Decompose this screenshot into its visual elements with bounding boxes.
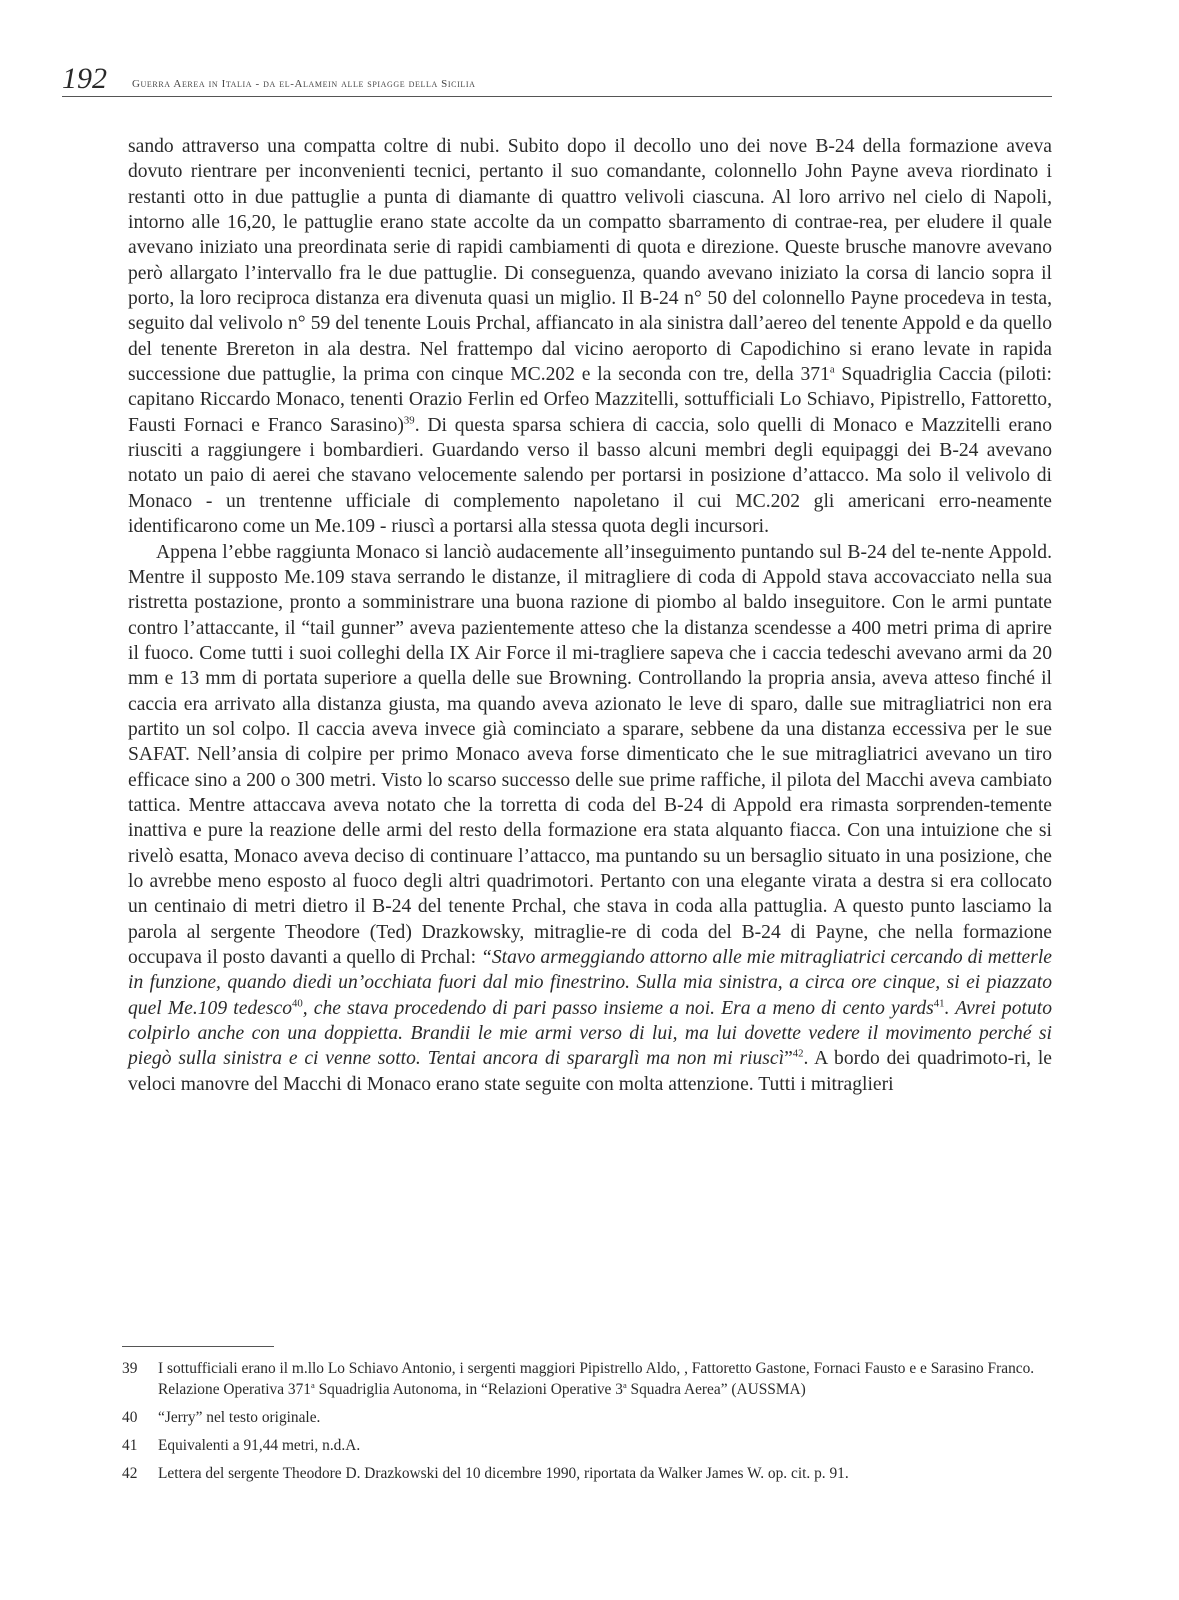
text-run: sando attraverso una compatta coltre di nubi. Subito dopo il decollo uno dei nove B-24 della formazione aveva dovuto rientrare per inconvenienti tecnici, pertanto il suo comandante, colonnello John Payne aveva riordinato i restanti otto in due pattuglie a punta di diamante di quattro velivoli ciascuna. Al loro arrivo nel cielo di Napoli, intorno alle 16,20, le pattuglie erano state accolte da un compatto sbarramento di contrae-rea, per eludere il quale avevano iniziato una preordinata serie di rapidi cambiamenti di quota e direzione. Queste brusche manovre avevano però allargato l’intervallo fra le due pattuglie. Di conseguenza, quando avevano iniziato la corsa di lancio sopra il porto, la loro reciproca distanza era divenuta quasi un miglio. Il B-24 n° 50 del colonnello Payne procedeva in testa, seguito dal velivolo n° 59 del tenente Louis Prchal, affiancato in ala sinistra dall’aereo del tenente Appold e da quello del tenente Brereton in ala destra. Nel frattempo dal vicino aeroporto di Capodichino si erano levate in rapida successione due pattuglie, la prima con cinque MC.202 e la seconda con tre, della 371	[128, 136, 1052, 386]
body-text	[128, 134, 1052, 1097]
footnote-text	[158, 1358, 1052, 1400]
footnote-text: Equivalenti a 91,44 metri, n.d.A.	[158, 1437, 361, 1454]
italic-quote: , che stava procedendo di pari passo insieme a noi. Era a meno di cento yards	[302, 997, 934, 1019]
footnote-39	[122, 1358, 1052, 1400]
superscript: a	[829, 363, 835, 376]
superscript: a	[622, 1379, 627, 1390]
text-run: Squadriglia Caccia (piloti: capitano Riccardo Monaco, tenenti Orazio Ferlin ed Orfeo Mazzitelli, sottufficiali Lo Schiavo, Pipistrello, Fattoretto, Fausti Fornaci e Franco Sarasino)	[128, 364, 1052, 436]
text-run: Appena l’ebbe raggiunta Monaco si lanciò audacemente all’inseguimento puntando sul B-24 del te-nente Appold. Mentre il supposto Me.109 stava serrando le distanze, il mitragliere di coda di Appold stava accovacciato nella sua ristretta postazione, pronto a somministrare una buona razione di piombo al baldo inseguitore. Con le armi puntate contro l’attaccante, il “tail gunner” aveva pazientemente atteso che la distanza scendesse a 400 metri prima di aprire il fuoco. Come tutti i suoi colleghi della IX Air Force il mi-tragliere sapeva che i caccia tedeschi avevano armi da 20 mm e 13 mm di portata superiore a quella delle sue Browning. Controllando la propria ansia, aveva atteso finché il caccia era arrivato alla distanza giusta, ma quando aveva azionato le leve di sparo, dalle sue mitragliatrici non era partito un sol colpo. Il caccia aveva invece già cominciato a sparare, sebbene da una distanza eccessiva per le sue SAFAT. Nell’ansia di colpire per primo Monaco aveva forse dimenticato che le sue mitragliatrici avevano un tiro efficace sino a 200 o 300 metri. Visto lo scarso successo delle sue prime raffiche, il pilota del Macchi aveva cambiato tattica. Mentre attaccava aveva notato che la torretta di coda del B-24 di Appold era rimasta sorprenden-temente inattiva e pure la reazione delle armi del resto della formazione era stata alquanto fiacca. Con una intuizione che si rivelò esatta, Monaco aveva deciso di continuare l’attacco, ma puntando su un bersaglio situato in una posizione, che lo avrebbe meno esposto al fuoco degli altri quadrimotori. Pertanto con una elegante virata a destra si era collocato un centinaio di metri dietro il B-24 del tenente Prchal, che stava in coda alla pattuglia. A questo punto lasciamo la parola al sergente Theodore (Ted) Drazkowsky, mitraglie-re di coda del B-24 di Payne, che nella formazione occupava il posto davanti a quello di Prchal:	[128, 541, 1052, 968]
page-number: 192	[62, 62, 107, 95]
footnote-42	[122, 1463, 1052, 1484]
text-run: ”	[784, 1048, 793, 1070]
footnote-text: Lettera del sergente Theodore D. Drazkowski del 10 dicembre 1990, riportata da Walker James W. op. cit. p. 91.	[158, 1465, 849, 1482]
footnote-divider	[122, 1346, 274, 1347]
footnote-number: 39	[122, 1360, 138, 1377]
text-run: . Di questa sparsa schiera di caccia, solo quelli di Monaco e Mazzitelli erano riusciti a raggiungere i bombardieri. Guardando verso il basso alcuni membri degli equipaggi dei B-24 avevano notato un paio di aerei che stavano velocemente salendo per portarsi in posizione d’attacco. Ma solo il velivolo di Monaco - un trentenne ufficiale di complemento napoletano il cui MC.202 gli americani erro-neamente identificarono come un Me.109 - riuscì a portarsi alla stessa quota degli incursori.	[128, 414, 1053, 538]
footnote-ref: 39	[403, 414, 415, 427]
text-run: Squadriglia Autonoma, in “Relazioni Operative 3	[314, 1381, 623, 1398]
page-header	[62, 62, 1052, 97]
footnote-ref: 42	[792, 1047, 804, 1060]
paragraph-2	[128, 540, 1052, 1098]
footnote-40	[122, 1407, 1052, 1428]
superscript: a	[311, 1379, 315, 1390]
footnote-number: 42	[122, 1465, 138, 1482]
text-run: I sottufficiali erano il m.llo Lo Schiavo Antonio, i sergenti maggiori Pipistrello Aldo, , Fattoretto Gastone, Fornaci Fausto e e Sarasino Franco. Relazione Operativa 371	[158, 1360, 1035, 1398]
italic-quote: “Stavo armeggiando attorno alle mie mitragliatrici cercando di metterle in funzione, quando diedi un’occhiata fuori dal mio finestrino. Sulla mia sinistra, a circa ore cinque, si ei piazzato quel Me.109 tedesco	[128, 947, 1052, 1019]
running-title: Guerra Aerea in Italia - da el-Alamein alle spiagge della Sicilia	[132, 78, 476, 90]
footnotes	[122, 1358, 1052, 1491]
paragraph-1	[128, 134, 1052, 540]
text-run: Squadra Aerea” (AUSSMA)	[626, 1381, 806, 1398]
footnote-number: 41	[122, 1437, 138, 1454]
text-run: . A bordo dei quadrimoto-ri, le veloci manovre del Macchi di Monaco erano state seguite con molta attenzione. Tutti i mitraglieri	[128, 1048, 1052, 1095]
footnote-ref: 41	[933, 997, 945, 1010]
footnote-text: “Jerry” nel testo originale.	[158, 1409, 321, 1426]
footnote-number: 40	[122, 1409, 138, 1426]
footnote-ref: 40	[292, 997, 303, 1010]
italic-quote: . Avrei potuto colpirlo anche con una doppietta. Brandii le mie armi verso di lui, ma lui dovette vedere il movimento perché si piegò sulla sinistra e ci venne sotto. Tentai ancora di spararglì ma non mi riuscì	[128, 997, 1053, 1070]
footnote-41	[122, 1435, 1052, 1456]
